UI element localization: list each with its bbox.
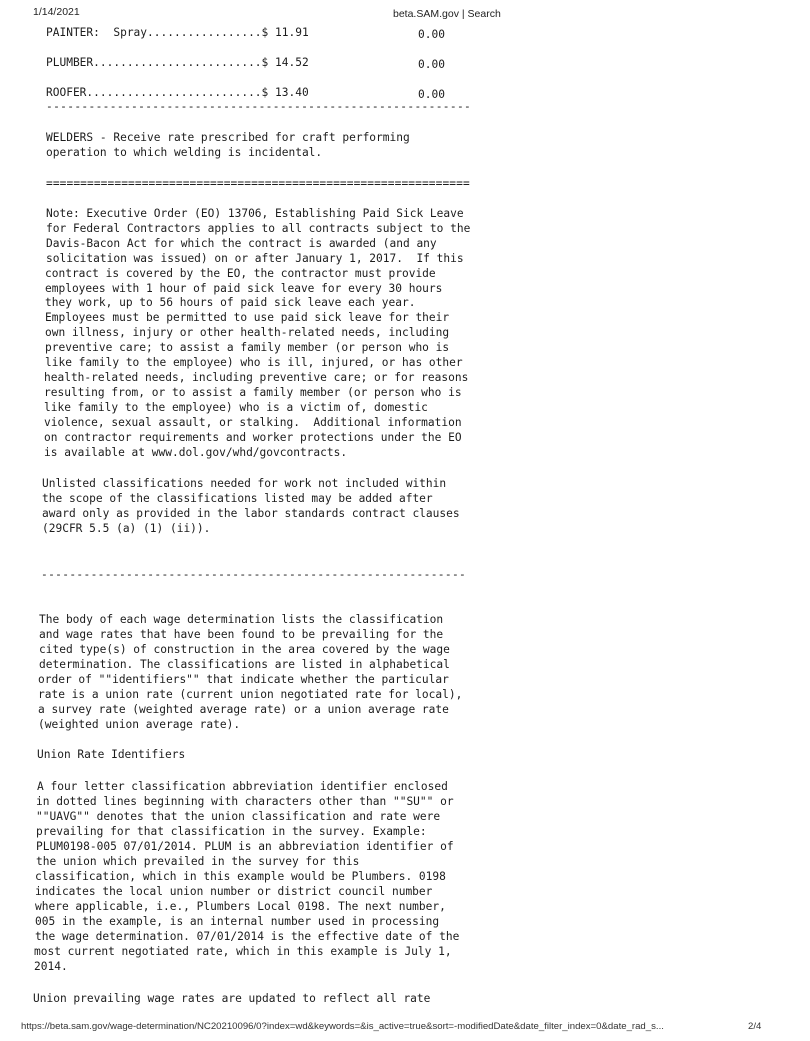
union-line: A four letter classification abbreviation identifier enclosed xyxy=(37,780,448,793)
page-number: 2/4 xyxy=(748,1021,762,1032)
note-line: Employees must be permitted to use paid sick leave for their xyxy=(45,311,450,324)
note-line: for Federal Contractors applies to all contracts subject to the xyxy=(46,222,471,235)
union-line: the wage determination. 07/01/2014 is the effective date of the xyxy=(35,930,460,943)
note-line: violence, sexual assault, or stalking. Additional information xyxy=(44,416,462,429)
note-line: own illness, injury or other health-related needs, including xyxy=(45,326,450,339)
body-line: determination. The classifications are listed in alphabetical xyxy=(39,658,450,671)
equals-rule: ============================================================== xyxy=(46,177,470,190)
note-line: they work, up to 56 hours of paid sick leave each year. xyxy=(45,296,416,309)
note-line: solicitation was issued) on or after January 1, 2017. If this xyxy=(46,252,464,265)
fringe-plumber: 0.00 xyxy=(418,58,445,71)
body-line: a survey rate (weighted average rate) or a union average rate xyxy=(38,703,449,716)
note-line: on contractor requirements and worker protections under the EO xyxy=(44,431,462,444)
body-line: cited type(s) of construction in the area covered by the wage xyxy=(39,643,450,656)
union-rate-heading: Union Rate Identifiers xyxy=(37,748,186,761)
union-line: most current negotiated rate, which in this example is July 1, xyxy=(34,945,452,958)
unlisted-line: (29CFR 5.5 (a) (1) (ii)). xyxy=(42,522,211,535)
fringe-painter: 0.00 xyxy=(418,28,445,41)
note-line: like family to the employee) who is a victim of, domestic xyxy=(44,401,428,414)
last-line: Union prevailing wage rates are updated to reflect all rate xyxy=(33,992,431,1005)
dash-rule-middle: ------------------------------------------------------------ xyxy=(41,568,467,581)
note-line: like family to the employee) who is ill, injured, or has other xyxy=(45,356,463,369)
note-line: Davis-Bacon Act for which the contract is awarded (and any xyxy=(46,237,437,250)
body-line: order of ""identifiers"" that indicate whether the particular xyxy=(38,673,449,686)
note-line: contract is covered by the EO, the contractor must provide xyxy=(45,267,436,280)
note-line: Note: Executive Order (EO) 13706, Establishing Paid Sick Leave xyxy=(46,207,464,220)
union-line: in dotted lines beginning with characters other than ""SU"" or xyxy=(36,795,454,808)
site-title: beta.SAM.gov | Search xyxy=(393,8,501,20)
unlisted-line: the scope of the classifications listed may be added after xyxy=(42,492,433,505)
note-line: employees with 1 hour of paid sick leave for every 30 hours xyxy=(45,282,443,295)
union-line: ""UAVG"" denotes that the union classification and rate were xyxy=(36,810,441,823)
rate-painter: PAINTER: Spray.................$ 11.91 xyxy=(46,26,309,39)
rate-roofer: ROOFER..........................$ 13.40 xyxy=(46,86,309,99)
body-line: (weighted union average rate). xyxy=(38,718,241,731)
union-line: PLUM0198-005 07/01/2014. PLUM is an abbreviation identifier of xyxy=(36,840,454,853)
body-line: The body of each wage determination lists the classification xyxy=(39,613,444,626)
dash-rule-top: ------------------------------------------------------------ xyxy=(46,100,472,113)
note-line: preventive care; to assist a family member (or person who is xyxy=(45,341,450,354)
welders-line-2: operation to which welding is incidental. xyxy=(46,146,323,159)
fringe-roofer: 0.00 xyxy=(418,88,445,101)
unlisted-line: award only as provided in the labor standards contract clauses xyxy=(42,507,460,520)
unlisted-line: Unlisted classifications needed for work not included within xyxy=(42,477,447,490)
union-line: 2014. xyxy=(34,960,68,973)
note-line: is available at www.dol.gov/whd/govcontracts. xyxy=(44,446,348,459)
welders-line-1: WELDERS - Receive rate prescribed for craft performing xyxy=(46,131,410,144)
union-line: prevailing for that classification in the survey. Example: xyxy=(36,825,427,838)
body-line: and wage rates that have been found to be prevailing for the xyxy=(39,628,444,641)
print-date: 1/14/2021 xyxy=(33,6,80,18)
union-line: 005 in the example, is an internal number used in processing xyxy=(35,915,440,928)
union-line: where applicable, i.e., Plumbers Local 0198. The next number, xyxy=(35,900,446,913)
note-line: health-related needs, including preventive care; or for reasons xyxy=(44,371,469,384)
rate-plumber: PLUMBER.........................$ 14.52 xyxy=(46,56,309,69)
note-line: resulting from, or to assist a family member (or person who is xyxy=(44,386,462,399)
union-line: classification, which in this example would be Plumbers. 0198 xyxy=(35,870,446,883)
union-line: the union which prevailed in the survey for this xyxy=(36,855,360,868)
footer-url: https://beta.sam.gov/wage-determination/NC20210096/0?index=wd&keywords=&is_active=true&sort=-modifiedDate&date_filter_index=0&date_rad_s... xyxy=(21,1021,664,1032)
union-line: indicates the local union number or district council number xyxy=(35,885,433,898)
body-line: rate is a union rate (current union negotiated rate for local), xyxy=(38,688,463,701)
